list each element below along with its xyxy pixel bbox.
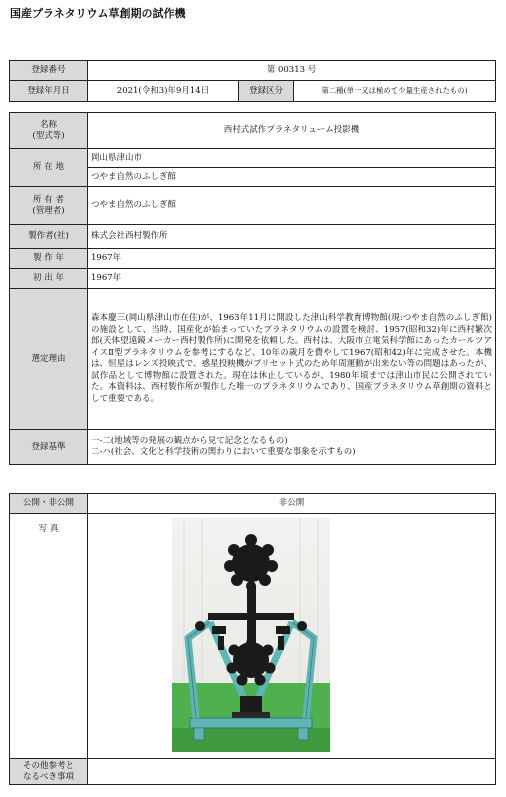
- registration-category-value: 第二種(単一又は極めて少量生産されたもの): [294, 81, 496, 102]
- registration-criteria-label: 登録基準: [10, 430, 88, 465]
- name-label-line2: (型式等): [32, 130, 65, 141]
- name-label: [10, 113, 88, 149]
- selection-reason-label: 選定理由: [10, 289, 88, 430]
- name-value: 西村式試作プラネタリューム投影機: [88, 113, 496, 149]
- owner-label: [10, 187, 88, 225]
- owner-label-line2: (管理者): [32, 205, 65, 216]
- debut-year-value: 1967年: [88, 269, 496, 289]
- criteria-line2: 二-ハ(社会、文化と科学技術の関わりにおいて重要な事象を示すもの): [91, 447, 356, 457]
- location-label: 所 在 地: [10, 149, 88, 187]
- registration-date-label: 登録年月日: [10, 81, 88, 102]
- registration-category-label: 登録区分: [239, 81, 294, 102]
- registration-criteria-value: [88, 430, 496, 465]
- debut-year-label: 初 出 年: [10, 269, 88, 289]
- photo-table: [9, 493, 496, 785]
- notes-label-line1: その他参考と: [22, 760, 74, 771]
- production-year-label: 製 作 年: [10, 249, 88, 269]
- photo-label: 写 真: [10, 514, 88, 759]
- page-title: 国産プラネタリウム草創期の試作機: [10, 7, 186, 20]
- registration-table: [9, 60, 496, 102]
- notes-label: [10, 759, 88, 785]
- production-year-value: 1967年: [88, 249, 496, 269]
- photo-cell: [88, 514, 496, 759]
- selection-reason-value: 森本慶三(岡山県津山市在住)が、1963年11月に開設した津山科学教育博物館(現:つやま自然のふしぎ館)の施設として、当時、国産化が始まっていたプラネタリウムの設置を検討、1957(昭和32)年に西村繁次郎(天体望遠鏡メーカー西村製作所)に開発を依頼した。西村は、大阪市立電気科学館にあったカールツアイスⅡ型プラネタリウムを参考にするなど、10年の歳月を費やして1967(昭和42)年に完成させた。本機は、恒星はレンズ投映式で、惑星投映機がプリセット式のため年周運動が出来ない等の問題はあったが、試作品として博物館に設置された。現在は休止しているが、1980年頃までは津山市民に公開されていた。本資料は、西村製作所が製作した唯一のプラネタリウムであり、国産プラネタリウム草創期の資料として重要である。: [88, 289, 496, 430]
- public-status-label: 公開・非公開: [10, 494, 88, 514]
- notes-value: [88, 759, 496, 785]
- registration-date-value: 2021(令和3)年9月14日: [88, 81, 239, 102]
- owner-label-line1: 所 有 者: [33, 194, 64, 205]
- details-table: [9, 112, 496, 465]
- owner-value: つやま自然のふしぎ館: [88, 187, 496, 225]
- notes-label-line2: なるべき事項: [22, 771, 74, 782]
- registration-number-label: 登録番号: [10, 61, 88, 81]
- maker-value: 株式会社西村製作所: [88, 225, 496, 249]
- name-label-line1: 名称: [39, 119, 57, 130]
- criteria-line1: 一-二(地域等の発展の観点から見て記念となるもの): [91, 436, 288, 447]
- planetarium-projector-photo: [172, 518, 330, 752]
- location-value-facility: つやま自然のふしぎ館: [88, 168, 496, 187]
- registration-number-value: 第 00313 号: [88, 61, 496, 81]
- maker-label: 製作者(社): [10, 225, 88, 249]
- public-status-value: 非公開: [88, 494, 496, 514]
- location-value-city: 岡山県津山市: [88, 149, 496, 168]
